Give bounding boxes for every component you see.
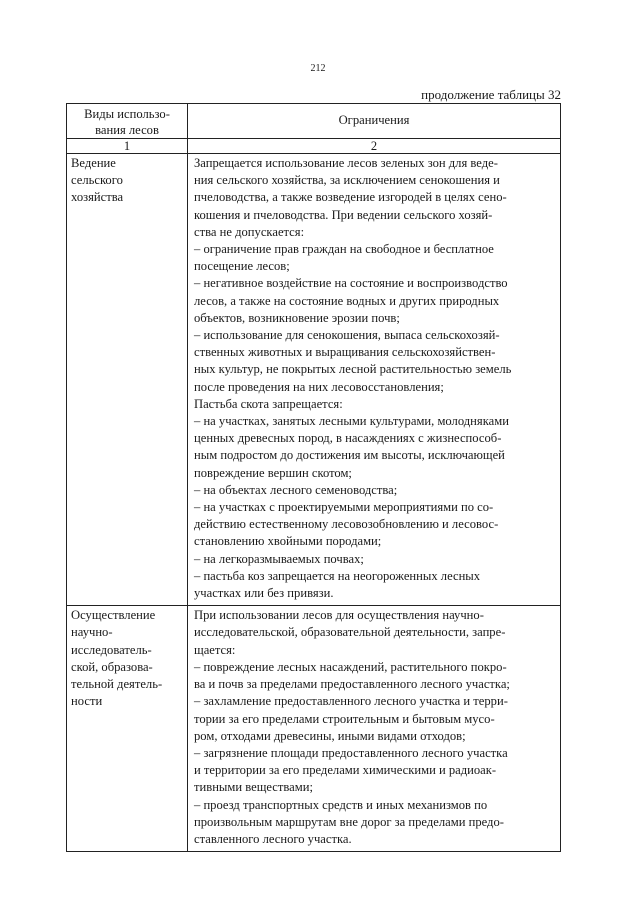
header-restrictions: Ограничения — [188, 104, 561, 139]
text-line: – повреждение лесных насаждений, растительного покро- — [194, 659, 507, 674]
text-line: – на объектах лесного семеноводства; — [194, 482, 398, 497]
type-lines — [71, 155, 184, 207]
restriction-lines — [194, 607, 556, 848]
table-continuation-label: продолжение таблицы 32 — [421, 87, 561, 102]
text-line: ской, образова- — [71, 659, 153, 674]
text-line: ния сельского хозяйства, за исключением сенокошения и — [194, 173, 500, 188]
text-line: сельского — [71, 173, 123, 188]
restriction-lines — [194, 155, 556, 602]
text-line: ставленного лесного участка. — [194, 831, 352, 846]
text-line: произвольным маршрутам вне дорог за пределами предо- — [194, 814, 504, 829]
column-number-row — [67, 139, 561, 154]
text-line: – на участках, занятых лесными культурами, молодняками — [194, 414, 509, 429]
text-line: действию естественному лесовозобновлению и лесовос- — [194, 517, 499, 532]
text-line: ным подростом до достижения им высоты, исключающей — [194, 448, 505, 463]
text-line: – негативное воздействие на состояние и воспроизводство — [194, 276, 508, 291]
restrictions-cell — [188, 154, 561, 606]
column-number: 1 — [67, 139, 188, 154]
text-line: Осуществление — [71, 608, 156, 623]
restrictions-table — [66, 103, 561, 852]
text-line: кошения и пчеловодства. При ведении сельского хозяй- — [194, 207, 493, 222]
text-line: объектов, возникновение эрозии почв; — [194, 310, 400, 325]
text-line: – на участках с проектируемыми мероприятиями по со- — [194, 500, 494, 515]
text-line: – ограничение прав граждан на свободное и бесплатное — [194, 242, 494, 257]
text-line: – на легкоразмываемых почвах; — [194, 551, 364, 566]
text-line: – проезд транспортных средств и иных механизмов по — [194, 797, 488, 812]
text-line: научно- — [71, 625, 113, 640]
text-line: ных культур, не покрытых лесной растительностью земель — [194, 362, 512, 377]
text-line: посещение лесов; — [194, 259, 290, 274]
text-line: Запрещается использование лесов зеленых зон для веде- — [194, 156, 498, 170]
text-line: ва и почв за пределами предоставленного лесного участка; — [194, 677, 510, 692]
text-line: исследовательской, образовательной деятельности, запре- — [194, 625, 506, 640]
text-line: ности — [71, 694, 103, 709]
text-line: тивными веществами; — [194, 780, 313, 795]
text-line: Пастьба скота запрещается: — [194, 396, 343, 411]
text-line: – загрязнение площади предоставленного лесного участка — [194, 745, 508, 760]
text-line: – захламление предоставленного лесного участка и терри- — [194, 694, 508, 709]
text-line: При использовании лесов для осуществления научно- — [194, 608, 484, 623]
table-header-row — [67, 104, 561, 139]
text-line: ром, отходами древесины, иными видами отходов; — [194, 728, 466, 743]
text-line: щается: — [194, 642, 236, 657]
table-row — [67, 154, 561, 606]
page-number: 212 — [310, 63, 326, 74]
text-line: тории за его пределами строительным и бытовым мусо- — [194, 711, 495, 726]
column-number: 2 — [188, 139, 561, 154]
text-line: ства не допускается: — [194, 224, 305, 239]
text-line: – пастьба коз запрещается на неогороженных лесных — [194, 568, 481, 583]
text-line: ственных животных и выращивания сельскохозяйствен- — [194, 345, 496, 360]
header-line: вания лесов — [95, 123, 159, 137]
text-line: становлению хвойными породами; — [194, 534, 382, 549]
type-lines — [71, 607, 184, 710]
text-line: хозяйства — [71, 190, 124, 205]
text-line: Ведение — [71, 156, 116, 170]
table-row — [67, 606, 561, 852]
restrictions-cell — [188, 606, 561, 852]
text-line: участках или без привязи. — [194, 586, 334, 601]
text-line: после проведения на них лесовосстановления; — [194, 379, 444, 394]
text-line: тельной деятель- — [71, 677, 163, 692]
text-line: повреждение вершин скотом; — [194, 465, 352, 480]
forest-use-type-cell — [67, 606, 188, 852]
text-line: исследователь- — [71, 642, 152, 657]
text-line: – использование для сенокошения, выпаса сельскохозяй- — [194, 328, 500, 343]
header-forest-use-types — [67, 104, 188, 139]
text-line: ценных древесных пород, в насаждениях с жизнеспособ- — [194, 431, 502, 446]
header-line: Виды использо- — [84, 107, 170, 121]
text-line: и территории за его пределами химическими и радиоак- — [194, 763, 497, 778]
text-line: лесов, а также на состояние водных и других природных — [194, 293, 500, 308]
text-line: пчеловодства, а также возведение изгородей в целях сено- — [194, 190, 507, 205]
forest-use-type-cell — [67, 154, 188, 606]
